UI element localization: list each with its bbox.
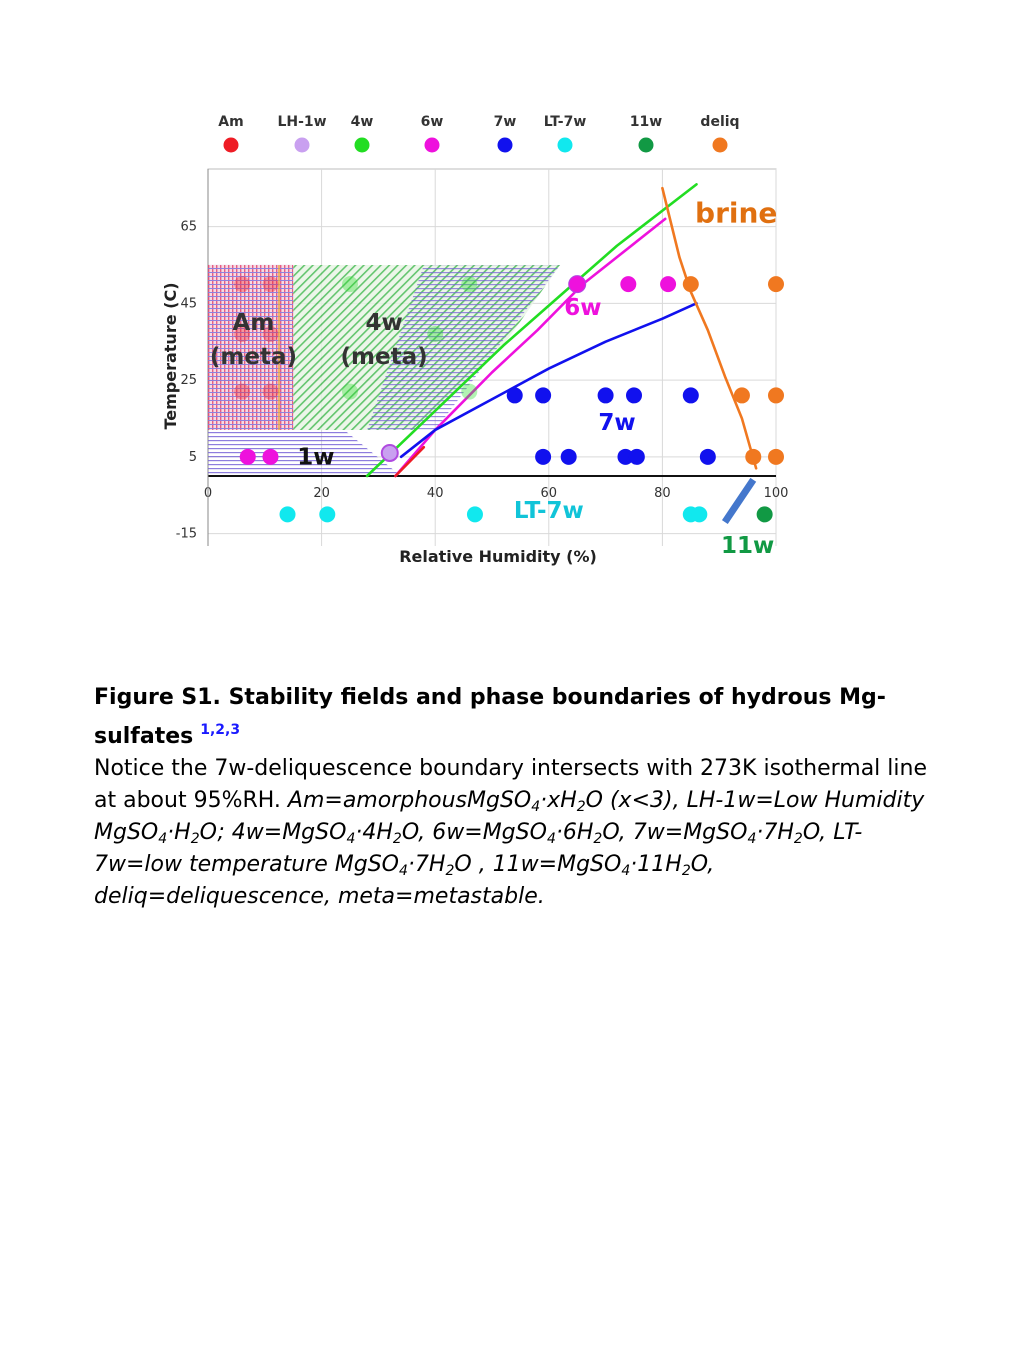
legend-marker-lh-1w: [295, 138, 310, 153]
caption-definition: deliq=deliquescence: [94, 884, 324, 909]
legend-marker-11w: [639, 138, 654, 153]
point-7w: [535, 387, 551, 403]
point-lh-1w: [382, 445, 398, 461]
caption-separator: ;: [217, 820, 232, 845]
x-axis-title: Relative Humidity (%): [399, 547, 597, 566]
y-tick-label: 45: [180, 296, 197, 312]
annotation-11w: [721, 533, 774, 559]
caption-separator: ,: [471, 852, 493, 877]
point-6w: [569, 276, 585, 292]
boundary-11w-band: [725, 480, 753, 522]
x-tick-label: 80: [654, 486, 671, 501]
caption-sentence: Notice the 7w-deliquescence boundary intersects with 273K isothermal line at about 95%RH.: [94, 756, 927, 813]
point-deliq: [768, 276, 784, 292]
point-7w: [626, 387, 642, 403]
point-deliq: [683, 276, 699, 292]
x-tick-label: 20: [313, 486, 330, 501]
caption-separator: ,: [418, 820, 433, 845]
annotation-brine: [695, 197, 777, 230]
caption-definition: meta=metastable: [337, 884, 538, 909]
point-7w: [700, 449, 716, 465]
point-deliq: [745, 449, 761, 465]
legend-label-6w: 6w: [420, 114, 444, 130]
legend-label-7w: 7w: [493, 114, 517, 130]
caption-separator: ,: [323, 884, 338, 909]
legend-marker-4w: [355, 138, 370, 153]
point-4w: [427, 326, 443, 342]
annotation-line: (meta): [340, 344, 428, 371]
annotation-1w: [297, 444, 334, 470]
y-tick-label: 25: [180, 373, 197, 389]
point-am: [262, 384, 278, 400]
legend-label-lh-1w: LH-1w: [277, 114, 327, 130]
point-lt-7w: [691, 506, 707, 522]
x-tick-label: 60: [540, 486, 558, 501]
annotation-line: Am: [232, 310, 275, 337]
y-tick-label: -15: [175, 526, 197, 542]
legend-label-lt-7w: LT-7w: [543, 114, 587, 130]
caption-definition: $6w=MgSO_4\cdot 6H_2O$: [432, 820, 619, 847]
caption-separator: ,: [707, 852, 715, 877]
point-deliq: [734, 387, 750, 403]
legend-marker-6w: [425, 138, 440, 153]
caption-separator: ,: [672, 788, 687, 813]
x-tick-label: 0: [203, 486, 213, 501]
annotation-line: 4w: [365, 310, 403, 337]
y-axis-title: Temperature (C): [161, 282, 180, 430]
point-7w: [683, 387, 699, 403]
point-4w: [342, 276, 358, 292]
point-lt-7w: [319, 506, 335, 522]
point-6w: [240, 449, 256, 465]
point-lt-7w: [280, 506, 296, 522]
caption-title: Figure S1. Stability fields and phase boundaries of hydrous Mg-sulfates: [94, 685, 886, 749]
point-am: [234, 384, 250, 400]
caption-separator: ,: [819, 820, 834, 845]
point-7w: [561, 449, 577, 465]
caption-definition: $11w=MgSO_4\cdot 11H_2O$: [492, 852, 708, 879]
point-6w: [262, 449, 278, 465]
point-deliq: [768, 387, 784, 403]
legend-marker-7w: [498, 138, 513, 153]
point-am: [262, 276, 278, 292]
point-am: [234, 276, 250, 292]
annotation-line: 1w: [297, 444, 335, 471]
annotation-line: brine: [695, 196, 778, 230]
y-tick-label: 5: [188, 449, 197, 465]
legend-label-4w: 4w: [350, 114, 374, 130]
annotation-line: (meta): [209, 344, 297, 371]
phase-diagram-figure: [0, 0, 1024, 640]
annotation-line: 11w: [720, 532, 775, 559]
annotation-lt-7w: [514, 498, 584, 524]
figure-caption: [94, 682, 934, 913]
legend-marker-lt-7w: [558, 138, 573, 153]
annotation-line: LT-7w: [513, 498, 584, 525]
point-11w: [757, 506, 773, 522]
point-4w: [461, 384, 477, 400]
point-7w: [598, 387, 614, 403]
annotation-line: 6w: [564, 294, 602, 321]
annotation-line: 7w: [598, 409, 636, 436]
caption-separator: .: [537, 884, 545, 909]
legend-marker-am: [224, 138, 239, 153]
point-lt-7w: [467, 506, 483, 522]
point-deliq: [768, 449, 784, 465]
y-tick-label: 65: [180, 219, 197, 235]
caption-separator: ,: [618, 820, 633, 845]
caption-definition: $Am=amorphousMgSO_4\cdot xH_2O$ (x<3): [287, 788, 673, 815]
annotation-7w: [598, 410, 635, 436]
point-4w: [461, 276, 477, 292]
legend-label-11w: 11w: [629, 114, 663, 130]
caption-definition: LT-7w=low temperature $MgSO_4\cdot 7H_2O$: [94, 820, 863, 879]
legend-label-deliq: deliq: [700, 114, 740, 130]
point-6w: [660, 276, 676, 292]
caption-definition: LH-1w=Low Humidity $MgSO_4\cdot H_2O$: [94, 788, 925, 847]
point-7w: [535, 449, 551, 465]
point-7w: [507, 387, 523, 403]
legend: [218, 114, 739, 153]
x-tick-label: 40: [426, 486, 444, 501]
legend-label-am: Am: [218, 114, 244, 130]
caption-definition: $7w=MgSO_4\cdot 7H_2O$: [632, 820, 820, 847]
point-4w: [342, 384, 358, 400]
annotation-6w: [564, 295, 601, 321]
legend-marker-deliq: [713, 138, 728, 153]
point-7w: [629, 449, 645, 465]
caption-definition: $4w=MgSO_4\cdot 4H_2O$: [231, 820, 419, 847]
x-tick-label: 100: [763, 486, 789, 501]
caption-references: 1,2,3: [200, 722, 241, 738]
point-6w: [620, 276, 636, 292]
